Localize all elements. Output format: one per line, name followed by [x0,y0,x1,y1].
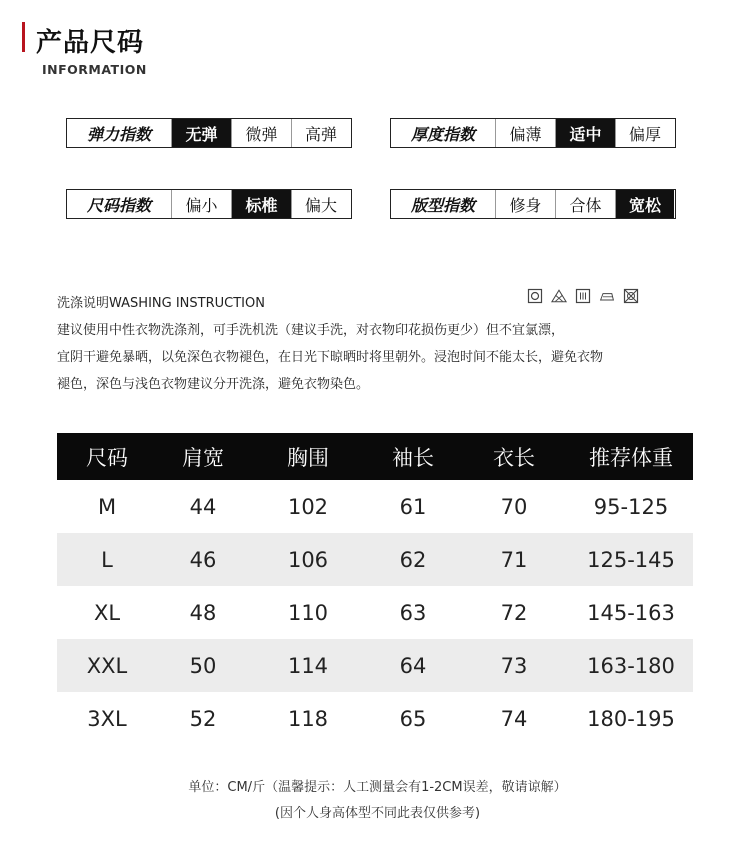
page-subtitle: INFORMATION [42,62,147,77]
table-cell: M [97,494,117,519]
fit-option-slim: 修身 [495,190,555,218]
thickness-label: 厚度指数 [410,124,475,144]
table-row [57,692,693,745]
elasticity-label: 弹力指数 [86,124,151,144]
elasticity-index [66,118,352,148]
table-cell: XXL [86,653,128,678]
thickness-index [390,118,676,148]
elasticity-option-high: 高弹 [291,119,350,147]
table-cell: 110 [287,600,329,625]
table-cell: 63 [399,600,427,625]
elasticity-option-slight: 微弹 [231,119,291,147]
table-cell: 46 [189,547,217,572]
table-row [57,639,693,692]
size-option-large: 偏大 [291,190,350,218]
table-row [57,480,693,533]
fit-option-regular: 合体 [555,190,615,218]
header-length: 衣长 [493,445,535,470]
table-cell: 163-180 [587,653,675,678]
table-cell: 145-163 [587,600,675,625]
table-cell: XL [93,600,121,625]
table-row [57,586,693,639]
header-weight: 推荐体重 [589,445,673,470]
thickness-option-medium: 适中 [555,119,615,147]
fit-label: 版型指数 [410,195,475,215]
table-cell: 125-145 [587,547,675,572]
table-cell: 180-195 [587,706,675,731]
fit-option-loose: 宽松 [615,190,674,218]
table-cell: 52 [189,706,217,731]
size-label: 尺码指数 [86,195,151,215]
elasticity-option-none: 无弹 [171,119,231,147]
table-cell: 102 [287,494,329,519]
thickness-option-thin: 偏薄 [495,119,555,147]
table-cell: 44 [189,494,217,519]
table-cell: 3XL [87,706,127,731]
bleach-triangle-icon [551,288,567,304]
table-cell: 48 [189,600,217,625]
fit-index [390,189,676,219]
size-table [57,433,693,745]
table-cell: 62 [399,547,427,572]
washing-text-line-3: 褪色，深色与浅色衣物建议分开洗涤，避免衣物染色。 [57,377,370,392]
thickness-option-thick: 偏厚 [615,119,674,147]
header-size: 尺码 [86,445,128,470]
table-cell: 95-125 [593,494,669,519]
table-cell: 65 [399,706,427,731]
size-index [66,189,352,219]
table-cell: 70 [500,494,528,519]
header-chest: 胸围 [287,445,329,470]
header-shoulder: 肩宽 [182,445,224,470]
size-option-small: 偏小 [171,190,231,218]
title-accent-bar [22,22,25,52]
size-option-standard: 标椎 [231,190,291,218]
table-cell: 114 [287,653,329,678]
table-cell: 118 [287,706,329,731]
table-cell: 50 [189,653,217,678]
table-cell: 106 [287,547,329,572]
dry-square-icon [575,288,591,304]
table-cell: 72 [500,600,528,625]
washing-text-line-2: 宜阴干避免暴晒，以免深色衣物褪色，在日光下晾晒时将里朝外。浸泡时间不能太长，避免衣物 [57,350,604,365]
care-icons [527,288,639,304]
table-cell: 64 [399,653,427,678]
washing-title: 洗涤说明WASHING INSTRUCTION [57,296,265,311]
unit-note: 单位：CM/斤（温馨提示：人工测量会有1-2CM误差，敬请谅解） [188,780,567,795]
table-cell: 71 [500,547,528,572]
iron-icon [599,288,615,304]
header-sleeve: 袖长 [392,445,434,470]
table-cell: 73 [500,653,528,678]
wash-tub-icon [527,288,543,304]
page-title: 产品尺码 [36,28,145,58]
size-table-header [57,433,693,480]
disclaimer-note: (因个人身高体型不同此表仅供参考) [274,806,481,821]
table-cell: 61 [399,494,427,519]
washing-text-line-1: 建议使用中性衣物洗涤剂，可手洗机洗（建议手洗，对衣物印花损伤更少）但不宜氯漂， [57,323,565,338]
table-row [57,533,693,586]
table-cell: L [101,547,113,572]
no-dryclean-icon [623,288,639,304]
table-cell: 74 [500,706,528,731]
